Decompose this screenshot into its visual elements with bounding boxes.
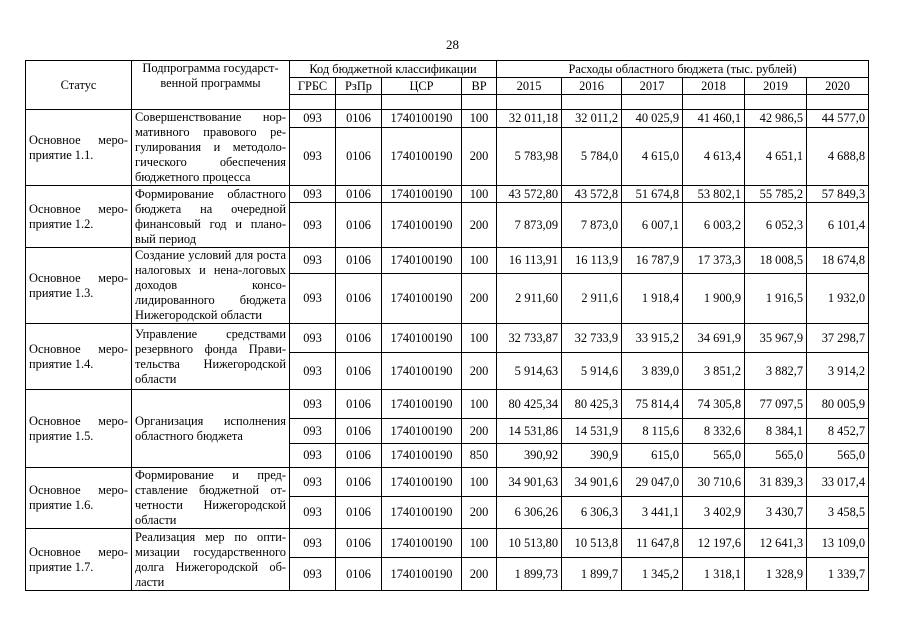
- grbs-cell: 093: [290, 419, 336, 444]
- expense-value-cell: 40 025,9: [622, 110, 683, 128]
- expense-value-cell: 30 710,6: [683, 468, 745, 497]
- spacer-cell: [807, 95, 869, 110]
- expense-value-cell: 18 674,8: [807, 248, 869, 274]
- page-number: 28: [446, 37, 459, 52]
- header-expense-group: Расходы областного бюджета (тыс. рублей): [497, 61, 869, 78]
- rzpr-cell: 0106: [336, 353, 382, 390]
- header-code-group: Код бюджетной классификации: [290, 61, 497, 78]
- vr-cell: 100: [462, 390, 497, 419]
- header-status: Статус: [26, 61, 132, 110]
- expense-value-cell: 32 011,2: [562, 110, 622, 128]
- subprogram-cell: Реализация мер по опти-мизации государственного долга Нижегородской об-ласти: [132, 529, 290, 591]
- expense-value-cell: 3 914,2: [807, 353, 869, 390]
- expense-value-cell: 1 345,2: [622, 558, 683, 591]
- expense-value-cell: 44 577,0: [807, 110, 869, 128]
- expense-value-cell: 1 318,1: [683, 558, 745, 591]
- expense-value-cell: 42 986,5: [745, 110, 807, 128]
- expense-value-cell: 12 641,3: [745, 529, 807, 558]
- expense-value-cell: 6 007,1: [622, 203, 683, 248]
- header-year: 2020: [807, 78, 869, 95]
- header-year: 2019: [745, 78, 807, 95]
- expense-value-cell: 390,92: [497, 444, 562, 468]
- rzpr-cell: 0106: [336, 558, 382, 591]
- expense-value-cell: 1 339,7: [807, 558, 869, 591]
- expense-value-cell: 18 008,5: [745, 248, 807, 274]
- csr-cell: 1740100190: [382, 529, 462, 558]
- expense-value-cell: 33 915,2: [622, 324, 683, 353]
- expense-value-cell: 3 441,1: [622, 497, 683, 529]
- expense-value-cell: 5 914,63: [497, 353, 562, 390]
- expense-value-cell: 8 452,7: [807, 419, 869, 444]
- expense-value-cell: 41 460,1: [683, 110, 745, 128]
- expense-value-cell: 4 613,4: [683, 128, 745, 186]
- vr-cell: 200: [462, 353, 497, 390]
- grbs-cell: 093: [290, 273, 336, 323]
- csr-cell: 1740100190: [382, 419, 462, 444]
- header-subprogram: Подпрограмма государст-венной программы: [132, 61, 290, 110]
- header-rzpr: РзПр: [336, 78, 382, 95]
- subprogram-cell: Создание условий для роста налоговых и нена-логовых доходов консо-лидированного бюджета Нижегородской области: [132, 248, 290, 324]
- spacer-cell: [336, 95, 382, 110]
- vr-cell: 100: [462, 248, 497, 274]
- vr-cell: 200: [462, 497, 497, 529]
- vr-cell: 850: [462, 444, 497, 468]
- expense-value-cell: 13 109,0: [807, 529, 869, 558]
- expense-value-cell: 32 733,87: [497, 324, 562, 353]
- expense-value-cell: 6 306,26: [497, 497, 562, 529]
- rzpr-cell: 0106: [336, 468, 382, 497]
- table-body: [26, 110, 869, 591]
- expense-value-cell: 1 932,0: [807, 273, 869, 323]
- grbs-cell: 093: [290, 558, 336, 591]
- csr-cell: 1740100190: [382, 497, 462, 529]
- expense-value-cell: 8 384,1: [745, 419, 807, 444]
- expense-value-cell: 17 373,3: [683, 248, 745, 274]
- expense-value-cell: 34 901,63: [497, 468, 562, 497]
- table-row: [26, 248, 869, 274]
- expense-value-cell: 565,0: [745, 444, 807, 468]
- expense-value-cell: 43 572,8: [562, 186, 622, 203]
- expense-value-cell: 11 647,8: [622, 529, 683, 558]
- grbs-cell: 093: [290, 110, 336, 128]
- rzpr-cell: 0106: [336, 324, 382, 353]
- expense-value-cell: 565,0: [683, 444, 745, 468]
- expense-value-cell: 34 901,6: [562, 468, 622, 497]
- grbs-cell: 093: [290, 468, 336, 497]
- csr-cell: 1740100190: [382, 186, 462, 203]
- expense-value-cell: 16 113,9: [562, 248, 622, 274]
- table-row: [26, 324, 869, 353]
- grbs-cell: 093: [290, 324, 336, 353]
- expense-value-cell: 16 787,9: [622, 248, 683, 274]
- grbs-cell: 093: [290, 529, 336, 558]
- rzpr-cell: 0106: [336, 529, 382, 558]
- expense-value-cell: 14 531,9: [562, 419, 622, 444]
- expense-value-cell: 1 328,9: [745, 558, 807, 591]
- grbs-cell: 093: [290, 390, 336, 419]
- expense-value-cell: 31 839,3: [745, 468, 807, 497]
- spacer-cell: [497, 95, 562, 110]
- status-cell: Основное меро-приятие 1.3.: [26, 248, 132, 324]
- status-cell: Основное меро-приятие 1.2.: [26, 186, 132, 248]
- vr-cell: 200: [462, 558, 497, 591]
- subprogram-cell: Формирование областного бюджета на очередной финансовый год и плано-вый период: [132, 186, 290, 248]
- expense-value-cell: 6 101,4: [807, 203, 869, 248]
- csr-cell: 1740100190: [382, 444, 462, 468]
- rzpr-cell: 0106: [336, 186, 382, 203]
- expense-value-cell: 5 914,6: [562, 353, 622, 390]
- header-vr: ВР: [462, 78, 497, 95]
- expense-value-cell: 1 918,4: [622, 273, 683, 323]
- rzpr-cell: 0106: [336, 390, 382, 419]
- header-year: 2016: [562, 78, 622, 95]
- table-row: [26, 390, 869, 419]
- status-cell: Основное меро-приятие 1.1.: [26, 110, 132, 186]
- vr-cell: 200: [462, 419, 497, 444]
- csr-cell: 1740100190: [382, 468, 462, 497]
- rzpr-cell: 0106: [336, 419, 382, 444]
- status-cell: Основное меро-приятие 1.6.: [26, 468, 132, 529]
- spacer-cell: [290, 95, 336, 110]
- grbs-cell: 093: [290, 497, 336, 529]
- spacer-cell: [622, 95, 683, 110]
- expense-value-cell: 8 115,6: [622, 419, 683, 444]
- spacer-cell: [382, 95, 462, 110]
- expense-value-cell: 10 513,8: [562, 529, 622, 558]
- expense-value-cell: 12 197,6: [683, 529, 745, 558]
- vr-cell: 200: [462, 128, 497, 186]
- expense-value-cell: 34 691,9: [683, 324, 745, 353]
- subprogram-cell: Управление средствами резервного фонда Прави-тельства Нижегородской области: [132, 324, 290, 390]
- expense-value-cell: 75 814,4: [622, 390, 683, 419]
- expense-value-cell: 3 402,9: [683, 497, 745, 529]
- expense-value-cell: 3 458,5: [807, 497, 869, 529]
- header-year: 2017: [622, 78, 683, 95]
- expense-value-cell: 1 916,5: [745, 273, 807, 323]
- expense-value-cell: 3 851,2: [683, 353, 745, 390]
- expense-value-cell: 2 911,6: [562, 273, 622, 323]
- csr-cell: 1740100190: [382, 273, 462, 323]
- expense-value-cell: 6 003,2: [683, 203, 745, 248]
- header-year: 2015: [497, 78, 562, 95]
- header-year: 2018: [683, 78, 745, 95]
- expense-value-cell: 80 005,9: [807, 390, 869, 419]
- expense-value-cell: 57 849,3: [807, 186, 869, 203]
- header-grbs: ГРБС: [290, 78, 336, 95]
- expense-value-cell: 4 615,0: [622, 128, 683, 186]
- subprogram-cell: Формирование и пред-ставление бюджетной от-четности Нижегородской области: [132, 468, 290, 529]
- csr-cell: 1740100190: [382, 558, 462, 591]
- expense-value-cell: 5 783,98: [497, 128, 562, 186]
- budget-table: [25, 60, 869, 591]
- vr-cell: 100: [462, 529, 497, 558]
- expense-value-cell: 33 017,4: [807, 468, 869, 497]
- expense-value-cell: 565,0: [807, 444, 869, 468]
- rzpr-cell: 0106: [336, 203, 382, 248]
- rzpr-cell: 0106: [336, 273, 382, 323]
- vr-cell: 100: [462, 186, 497, 203]
- grbs-cell: 093: [290, 203, 336, 248]
- expense-value-cell: 55 785,2: [745, 186, 807, 203]
- expense-value-cell: 80 425,34: [497, 390, 562, 419]
- spacer-cell: [683, 95, 745, 110]
- expense-value-cell: 32 733,9: [562, 324, 622, 353]
- expense-value-cell: 3 430,7: [745, 497, 807, 529]
- csr-cell: 1740100190: [382, 390, 462, 419]
- csr-cell: 1740100190: [382, 203, 462, 248]
- rzpr-cell: 0106: [336, 444, 382, 468]
- expense-value-cell: 2 911,60: [497, 273, 562, 323]
- expense-value-cell: 7 873,0: [562, 203, 622, 248]
- grbs-cell: 093: [290, 353, 336, 390]
- expense-value-cell: 615,0: [622, 444, 683, 468]
- rzpr-cell: 0106: [336, 497, 382, 529]
- csr-cell: 1740100190: [382, 353, 462, 390]
- table-row: [26, 110, 869, 128]
- expense-value-cell: 390,9: [562, 444, 622, 468]
- grbs-cell: 093: [290, 248, 336, 274]
- expense-value-cell: 8 332,6: [683, 419, 745, 444]
- expense-value-cell: 16 113,91: [497, 248, 562, 274]
- expense-value-cell: 53 802,1: [683, 186, 745, 203]
- expense-value-cell: 4 651,1: [745, 128, 807, 186]
- expense-value-cell: 10 513,80: [497, 529, 562, 558]
- subprogram-cell: Организация исполнения областного бюджета: [132, 390, 290, 468]
- expense-value-cell: 77 097,5: [745, 390, 807, 419]
- expense-value-cell: 80 425,3: [562, 390, 622, 419]
- expense-value-cell: 37 298,7: [807, 324, 869, 353]
- spacer-cell: [745, 95, 807, 110]
- status-cell: Основное меро-приятие 1.7.: [26, 529, 132, 591]
- csr-cell: 1740100190: [382, 128, 462, 186]
- vr-cell: 100: [462, 324, 497, 353]
- expense-value-cell: 4 688,8: [807, 128, 869, 186]
- header-csr: ЦСР: [382, 78, 462, 95]
- expense-value-cell: 3 839,0: [622, 353, 683, 390]
- grbs-cell: 093: [290, 128, 336, 186]
- expense-value-cell: 29 047,0: [622, 468, 683, 497]
- expense-value-cell: 6 306,3: [562, 497, 622, 529]
- spacer-cell: [462, 95, 497, 110]
- table-row: [26, 468, 869, 497]
- expense-value-cell: 7 873,09: [497, 203, 562, 248]
- expense-value-cell: 1 899,73: [497, 558, 562, 591]
- expense-value-cell: 3 882,7: [745, 353, 807, 390]
- rzpr-cell: 0106: [336, 248, 382, 274]
- expense-value-cell: 32 011,18: [497, 110, 562, 128]
- table-row: [26, 186, 869, 203]
- subprogram-cell: Совершенствование нор-мативного правового ре-гулирования и методоло-гического обеспечения бюджетного процесса: [132, 110, 290, 186]
- table-row: [26, 529, 869, 558]
- expense-value-cell: 74 305,8: [683, 390, 745, 419]
- expense-value-cell: 51 674,8: [622, 186, 683, 203]
- status-cell: Основное меро-приятие 1.4.: [26, 324, 132, 390]
- expense-value-cell: 35 967,9: [745, 324, 807, 353]
- vr-cell: 200: [462, 203, 497, 248]
- expense-value-cell: 1 899,7: [562, 558, 622, 591]
- csr-cell: 1740100190: [382, 248, 462, 274]
- vr-cell: 100: [462, 110, 497, 128]
- spacer-cell: [562, 95, 622, 110]
- grbs-cell: 093: [290, 444, 336, 468]
- expense-value-cell: 6 052,3: [745, 203, 807, 248]
- expense-value-cell: 1 900,9: [683, 273, 745, 323]
- rzpr-cell: 0106: [336, 128, 382, 186]
- csr-cell: 1740100190: [382, 324, 462, 353]
- expense-value-cell: 5 784,0: [562, 128, 622, 186]
- grbs-cell: 093: [290, 186, 336, 203]
- rzpr-cell: 0106: [336, 110, 382, 128]
- vr-cell: 100: [462, 468, 497, 497]
- expense-value-cell: 14 531,86: [497, 419, 562, 444]
- csr-cell: 1740100190: [382, 110, 462, 128]
- expense-value-cell: 43 572,80: [497, 186, 562, 203]
- status-cell: Основное меро-приятие 1.5.: [26, 390, 132, 468]
- vr-cell: 200: [462, 273, 497, 323]
